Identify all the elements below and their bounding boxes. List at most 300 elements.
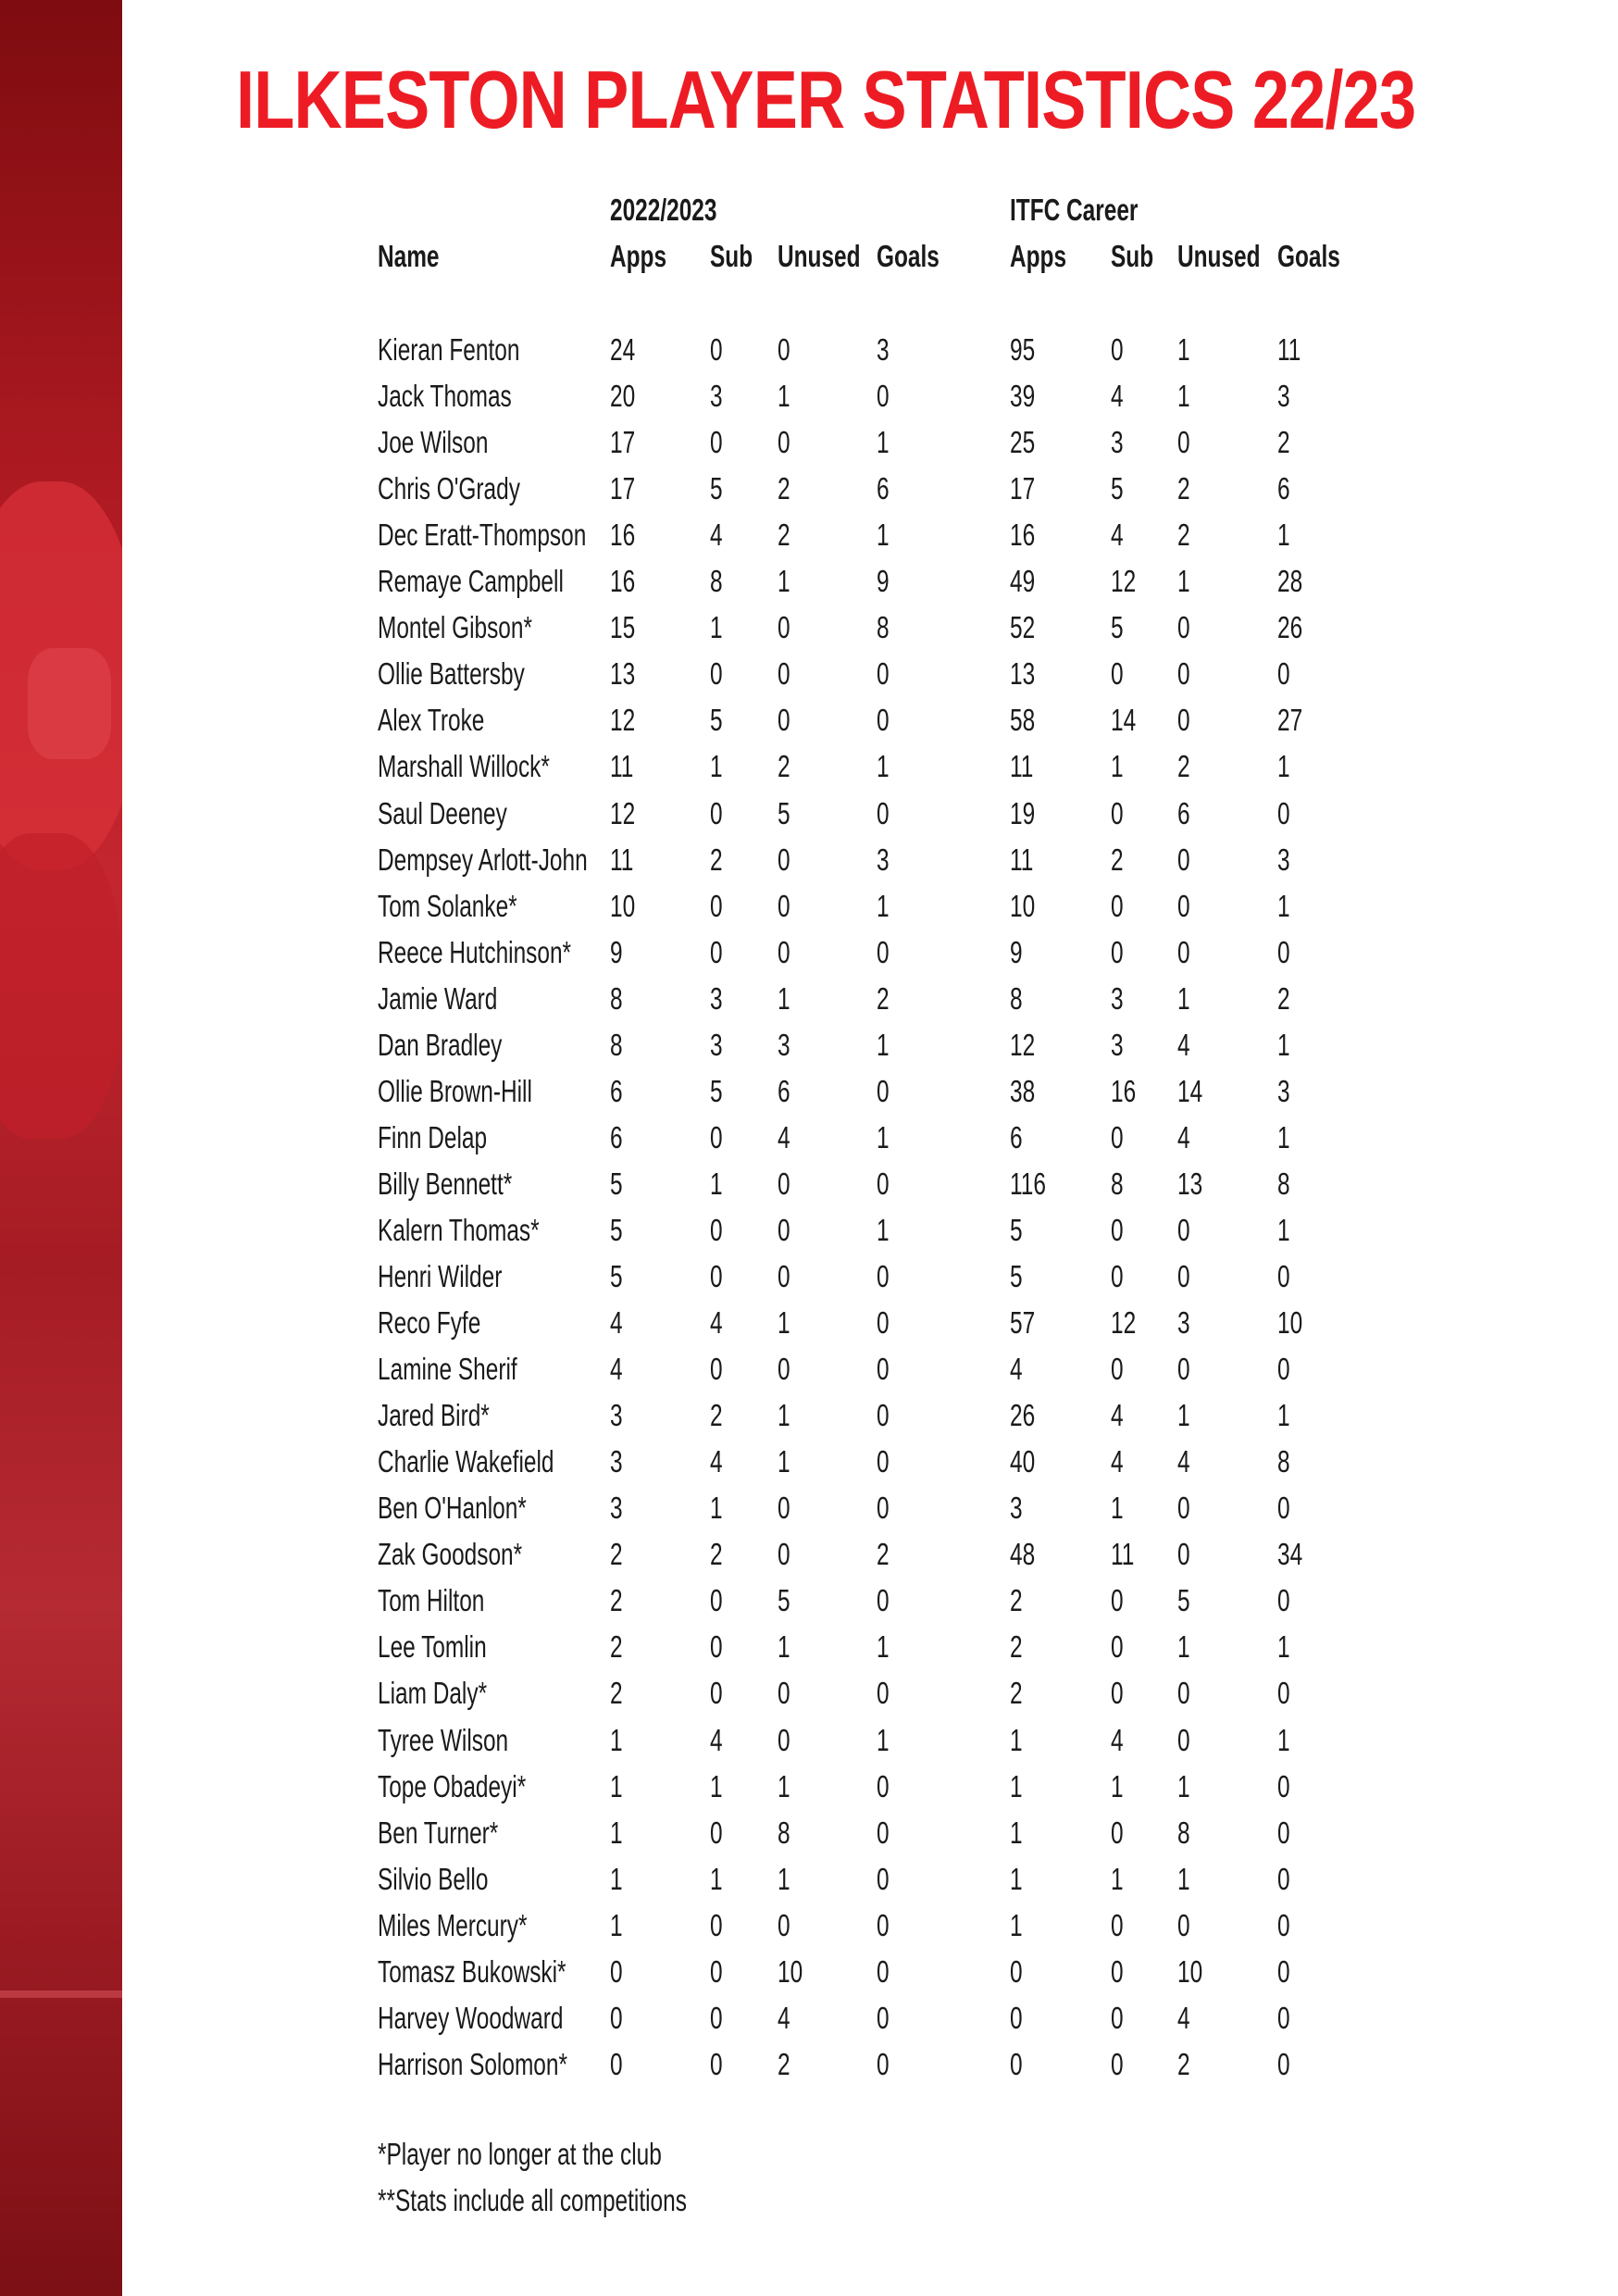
career-sub: 2 [1111, 842, 1124, 877]
career-sub: 11 [1111, 1537, 1135, 1571]
season-unused: 2 [778, 749, 790, 783]
footnote-all-competitions: **Stats include all competitions [378, 2183, 687, 2217]
season-goals: 0 [877, 703, 890, 737]
career-sub: 0 [1111, 1816, 1124, 1850]
season-goals: 1 [877, 518, 890, 552]
career-unused: 0 [1177, 1723, 1190, 1757]
season-goals: 0 [877, 1444, 890, 1479]
season-unused: 2 [778, 518, 790, 552]
career-sub: 12 [1111, 1305, 1137, 1340]
player-name: Ben Turner* [378, 1816, 499, 1850]
career-sub: 16 [1111, 1074, 1137, 1108]
career-sub: 0 [1111, 2001, 1124, 2035]
footnote-former-players: *Player no longer at the club [378, 2137, 662, 2171]
season-sub: 5 [710, 471, 723, 505]
career-unused: 1 [1177, 379, 1190, 413]
season-goals: 1 [877, 425, 890, 459]
career-unused: 0 [1177, 1676, 1190, 1710]
career-goals: 1 [1277, 1120, 1290, 1154]
season-unused: 10 [778, 1954, 803, 1989]
career-sub: 4 [1111, 518, 1124, 552]
season-unused: 0 [778, 1676, 790, 1710]
season-goals: 0 [877, 379, 890, 413]
career-goals: 2 [1277, 425, 1290, 459]
career-sub: 0 [1111, 1629, 1124, 1664]
season-apps: 4 [610, 1352, 623, 1386]
season-goals: 0 [877, 2047, 890, 2081]
season-apps: 3 [610, 1491, 623, 1525]
career-unused: 1 [1177, 332, 1190, 367]
season-apps: 1 [610, 1723, 623, 1757]
career-sub: 0 [1111, 1259, 1124, 1293]
season-goals: 0 [877, 796, 890, 830]
career-goals: 0 [1277, 656, 1290, 691]
career-goals: 1 [1277, 1028, 1290, 1062]
season-sub: 5 [710, 1074, 723, 1108]
season-unused: 1 [778, 379, 790, 413]
career-apps: 5 [1010, 1259, 1023, 1293]
season-unused: 1 [778, 1769, 790, 1803]
page-title: ILKESTON PLAYER STATISTICS 22/23 [236, 54, 1416, 145]
season-goals: 0 [877, 1398, 890, 1432]
career-goals: 0 [1277, 1908, 1290, 1942]
player-name: Tom Hilton [378, 1583, 485, 1617]
season-sub: 0 [710, 1908, 723, 1942]
career-goals: 3 [1277, 842, 1290, 877]
career-unused: 2 [1177, 749, 1190, 783]
season-apps: 5 [610, 1259, 623, 1293]
season-goals: 2 [877, 981, 890, 1016]
career-apps: 26 [1010, 1398, 1036, 1432]
career-goals: 3 [1277, 379, 1290, 413]
season-apps: 3 [610, 1444, 623, 1479]
career-unused: 0 [1177, 1908, 1190, 1942]
season-unused: 1 [778, 1444, 790, 1479]
season-unused: 8 [778, 1816, 790, 1850]
career-goals: 1 [1277, 749, 1290, 783]
season-apps: 2 [610, 1629, 623, 1664]
career-apps: 17 [1010, 471, 1036, 505]
col-career-sub-header: Sub [1111, 239, 1154, 273]
season-apps: 3 [610, 1398, 623, 1432]
season-unused: 1 [778, 1629, 790, 1664]
player-name: Tomasz Bukowski* [378, 1954, 566, 1989]
season-apps: 0 [610, 2001, 623, 2035]
season-sub: 3 [710, 981, 723, 1016]
career-goals: 1 [1277, 889, 1290, 923]
career-sub: 3 [1111, 1028, 1124, 1062]
col-career-goals-header: Goals [1277, 239, 1340, 273]
season-apps: 1 [610, 1816, 623, 1850]
season-apps: 0 [610, 1954, 623, 1989]
career-unused: 0 [1177, 703, 1190, 737]
season-goals: 0 [877, 1074, 890, 1108]
career-group-label: ITFC Career [1010, 193, 1139, 227]
season-apps: 2 [610, 1676, 623, 1710]
season-goals: 1 [877, 1723, 890, 1757]
season-apps: 11 [610, 749, 634, 783]
career-unused: 0 [1177, 1537, 1190, 1571]
season-unused: 0 [778, 425, 790, 459]
season-unused: 2 [778, 471, 790, 505]
career-unused: 2 [1177, 2047, 1190, 2081]
season-sub: 0 [710, 889, 723, 923]
career-sub: 0 [1111, 1213, 1124, 1247]
career-apps: 0 [1010, 2001, 1023, 2035]
season-group-label: 2022/2023 [610, 193, 717, 227]
career-unused: 10 [1177, 1954, 1203, 1989]
career-sub: 1 [1111, 749, 1124, 783]
season-apps: 8 [610, 1028, 623, 1062]
season-apps: 0 [610, 2047, 623, 2081]
career-sub: 5 [1111, 610, 1124, 644]
season-goals: 0 [877, 935, 890, 969]
career-unused: 0 [1177, 425, 1190, 459]
career-apps: 6 [1010, 1120, 1023, 1154]
player-name: Dan Bradley [378, 1028, 503, 1062]
player-name: Lamine Sherif [378, 1352, 517, 1386]
season-apps: 20 [610, 379, 636, 413]
col-season-sub-header: Sub [710, 239, 753, 273]
season-goals: 0 [877, 1954, 890, 1989]
season-unused: 4 [778, 2001, 790, 2035]
career-sub: 0 [1111, 796, 1124, 830]
career-apps: 16 [1010, 518, 1036, 552]
career-sub: 4 [1111, 1723, 1124, 1757]
career-apps: 1 [1010, 1862, 1023, 1896]
career-goals: 0 [1277, 1816, 1290, 1850]
season-sub: 4 [710, 1305, 723, 1340]
career-apps: 2 [1010, 1629, 1023, 1664]
career-sub: 1 [1111, 1862, 1124, 1896]
career-unused: 0 [1177, 842, 1190, 877]
col-season-goals-header: Goals [877, 239, 940, 273]
season-apps: 6 [610, 1120, 623, 1154]
career-goals: 0 [1277, 1491, 1290, 1525]
player-name: Dec Eratt-Thompson [378, 518, 587, 552]
col-name-header: Name [378, 239, 440, 273]
career-unused: 0 [1177, 610, 1190, 644]
season-unused: 0 [778, 1167, 790, 1201]
season-goals: 0 [877, 1676, 890, 1710]
player-name: Kalern Thomas* [378, 1213, 540, 1247]
career-goals: 26 [1277, 610, 1303, 644]
career-apps: 11 [1010, 842, 1034, 877]
player-name: Ollie Battersby [378, 656, 525, 691]
career-sub: 12 [1111, 564, 1137, 598]
career-goals: 0 [1277, 1676, 1290, 1710]
season-goals: 8 [877, 610, 890, 644]
season-unused: 0 [778, 1352, 790, 1386]
season-goals: 0 [877, 1583, 890, 1617]
career-sub: 0 [1111, 1120, 1124, 1154]
career-goals: 28 [1277, 564, 1303, 598]
season-sub: 3 [710, 1028, 723, 1062]
career-apps: 1 [1010, 1908, 1023, 1942]
player-name: Jared Bird* [378, 1398, 490, 1432]
career-goals: 0 [1277, 2047, 1290, 2081]
career-apps: 1 [1010, 1769, 1023, 1803]
season-sub: 0 [710, 796, 723, 830]
season-sub: 0 [710, 1259, 723, 1293]
season-unused: 1 [778, 1862, 790, 1896]
season-unused: 0 [778, 1259, 790, 1293]
career-apps: 0 [1010, 2047, 1023, 2081]
season-goals: 3 [877, 842, 890, 877]
career-goals: 0 [1277, 1352, 1290, 1386]
career-apps: 19 [1010, 796, 1036, 830]
season-goals: 0 [877, 1862, 890, 1896]
season-goals: 9 [877, 564, 890, 598]
career-sub: 14 [1111, 703, 1137, 737]
season-sub: 0 [710, 1676, 723, 1710]
career-apps: 116 [1010, 1167, 1046, 1201]
season-goals: 1 [877, 1629, 890, 1664]
career-unused: 4 [1177, 1444, 1190, 1479]
season-unused: 0 [778, 842, 790, 877]
player-name: Finn Delap [378, 1120, 488, 1154]
player-name: Reece Hutchinson* [378, 935, 572, 969]
career-sub: 0 [1111, 889, 1124, 923]
career-sub: 4 [1111, 1444, 1124, 1479]
player-name: Dempsey Arlott-John [378, 842, 588, 877]
season-unused: 3 [778, 1028, 790, 1062]
career-unused: 14 [1177, 1074, 1203, 1108]
career-apps: 48 [1010, 1537, 1036, 1571]
career-unused: 0 [1177, 1352, 1190, 1386]
season-sub: 4 [710, 1723, 723, 1757]
career-goals: 0 [1277, 1954, 1290, 1989]
player-name: Jack Thomas [378, 379, 512, 413]
player-name: Ollie Brown-Hill [378, 1074, 532, 1108]
season-unused: 0 [778, 1723, 790, 1757]
season-sub: 0 [710, 1213, 723, 1247]
career-goals: 0 [1277, 1259, 1290, 1293]
season-apps: 16 [610, 518, 636, 552]
season-unused: 0 [778, 1213, 790, 1247]
career-sub: 4 [1111, 379, 1124, 413]
career-unused: 0 [1177, 1491, 1190, 1525]
player-name: Montel Gibson* [378, 610, 532, 644]
season-goals: 0 [877, 1816, 890, 1850]
career-unused: 0 [1177, 656, 1190, 691]
season-goals: 1 [877, 1028, 890, 1062]
career-apps: 38 [1010, 1074, 1036, 1108]
season-goals: 0 [877, 656, 890, 691]
career-goals: 1 [1277, 1629, 1290, 1664]
season-apps: 1 [610, 1862, 623, 1896]
season-goals: 6 [877, 471, 890, 505]
career-apps: 58 [1010, 703, 1036, 737]
career-goals: 1 [1277, 1723, 1290, 1757]
season-apps: 13 [610, 656, 636, 691]
career-sub: 0 [1111, 935, 1124, 969]
player-name: Harvey Woodward [378, 2001, 564, 2035]
player-name: Alex Troke [378, 703, 485, 737]
season-goals: 0 [877, 2001, 890, 2035]
career-apps: 2 [1010, 1583, 1023, 1617]
career-goals: 34 [1277, 1537, 1303, 1571]
player-name: Marshall Willock* [378, 749, 550, 783]
player-name: Charlie Wakefield [378, 1444, 554, 1479]
player-name: Harrison Solomon* [378, 2047, 567, 2081]
season-goals: 1 [877, 749, 890, 783]
season-unused: 4 [778, 1120, 790, 1154]
season-goals: 0 [877, 1908, 890, 1942]
player-name: Tom Solanke* [378, 889, 517, 923]
season-goals: 3 [877, 332, 890, 367]
player-name: Chris O'Grady [378, 471, 520, 505]
side-photo-strip [0, 0, 122, 2296]
season-apps: 2 [610, 1537, 623, 1571]
season-apps: 17 [610, 471, 636, 505]
career-unused: 0 [1177, 935, 1190, 969]
season-goals: 0 [877, 1491, 890, 1525]
career-goals: 10 [1277, 1305, 1303, 1340]
season-unused: 1 [778, 564, 790, 598]
season-unused: 0 [778, 332, 790, 367]
career-apps: 3 [1010, 1491, 1023, 1525]
career-unused: 2 [1177, 471, 1190, 505]
career-unused: 5 [1177, 1583, 1190, 1617]
career-apps: 95 [1010, 332, 1036, 367]
season-unused: 0 [778, 656, 790, 691]
season-apps: 4 [610, 1305, 623, 1340]
career-unused: 4 [1177, 2001, 1190, 2035]
career-apps: 1 [1010, 1723, 1023, 1757]
career-unused: 0 [1177, 1213, 1190, 1247]
career-sub: 5 [1111, 471, 1124, 505]
season-sub: 4 [710, 518, 723, 552]
career-apps: 4 [1010, 1352, 1023, 1386]
season-unused: 0 [778, 1491, 790, 1525]
season-unused: 0 [778, 703, 790, 737]
season-sub: 0 [710, 1352, 723, 1386]
season-unused: 1 [778, 981, 790, 1016]
season-apps: 17 [610, 425, 636, 459]
career-sub: 3 [1111, 981, 1124, 1016]
career-sub: 8 [1111, 1167, 1124, 1201]
season-unused: 0 [778, 1537, 790, 1571]
career-unused: 6 [1177, 796, 1190, 830]
player-name: Tyree Wilson [378, 1723, 509, 1757]
career-goals: 0 [1277, 935, 1290, 969]
career-apps: 57 [1010, 1305, 1036, 1340]
season-apps: 9 [610, 935, 623, 969]
player-name: Lee Tomlin [378, 1629, 487, 1664]
season-unused: 5 [778, 1583, 790, 1617]
season-goals: 1 [877, 1213, 890, 1247]
career-sub: 0 [1111, 1583, 1124, 1617]
career-goals: 1 [1277, 1398, 1290, 1432]
season-apps: 5 [610, 1213, 623, 1247]
player-name: Jamie Ward [378, 981, 498, 1016]
season-goals: 0 [877, 1352, 890, 1386]
career-unused: 1 [1177, 1769, 1190, 1803]
season-apps: 1 [610, 1769, 623, 1803]
season-goals: 0 [877, 1769, 890, 1803]
season-sub: 3 [710, 379, 723, 413]
season-sub: 1 [710, 1491, 723, 1525]
season-sub: 1 [710, 749, 723, 783]
player-name: Saul Deeney [378, 796, 507, 830]
career-sub: 3 [1111, 425, 1124, 459]
career-goals: 2 [1277, 981, 1290, 1016]
season-apps: 15 [610, 610, 636, 644]
career-unused: 1 [1177, 981, 1190, 1016]
season-sub: 0 [710, 1816, 723, 1850]
season-goals: 0 [877, 1259, 890, 1293]
col-career-unused-header: Unused [1177, 239, 1261, 273]
career-sub: 1 [1111, 1491, 1124, 1525]
player-name: Reco Fyfe [378, 1305, 481, 1340]
career-apps: 13 [1010, 656, 1036, 691]
season-apps: 12 [610, 796, 636, 830]
career-unused: 1 [1177, 1629, 1190, 1664]
career-sub: 0 [1111, 1352, 1124, 1386]
season-apps: 24 [610, 332, 636, 367]
season-sub: 1 [710, 1167, 723, 1201]
career-sub: 0 [1111, 656, 1124, 691]
player-name: Billy Bennett* [378, 1167, 513, 1201]
season-apps: 1 [610, 1908, 623, 1942]
season-unused: 0 [778, 610, 790, 644]
career-sub: 0 [1111, 1676, 1124, 1710]
player-name: Zak Goodson* [378, 1537, 523, 1571]
season-unused: 1 [778, 1305, 790, 1340]
season-sub: 2 [710, 842, 723, 877]
career-goals: 0 [1277, 1862, 1290, 1896]
career-apps: 10 [1010, 889, 1036, 923]
career-unused: 1 [1177, 1398, 1190, 1432]
career-apps: 49 [1010, 564, 1036, 598]
career-apps: 9 [1010, 935, 1023, 969]
career-sub: 0 [1111, 1908, 1124, 1942]
season-sub: 0 [710, 656, 723, 691]
player-name: Miles Mercury* [378, 1908, 528, 1942]
season-apps: 11 [610, 842, 634, 877]
season-sub: 2 [710, 1537, 723, 1571]
season-goals: 1 [877, 1120, 890, 1154]
career-goals: 8 [1277, 1167, 1290, 1201]
player-name: Kieran Fenton [378, 332, 520, 367]
season-apps: 12 [610, 703, 636, 737]
career-apps: 5 [1010, 1213, 1023, 1247]
player-name: Tope Obadeyi* [378, 1769, 527, 1803]
career-goals: 0 [1277, 796, 1290, 830]
player-name: Remaye Campbell [378, 564, 564, 598]
career-unused: 13 [1177, 1167, 1203, 1201]
season-sub: 0 [710, 1954, 723, 1989]
season-apps: 8 [610, 981, 623, 1016]
career-apps: 39 [1010, 379, 1036, 413]
season-unused: 6 [778, 1074, 790, 1108]
career-unused: 8 [1177, 1816, 1190, 1850]
player-name: Ben O'Hanlon* [378, 1491, 527, 1525]
career-goals: 11 [1277, 332, 1301, 367]
col-career-apps-header: Apps [1010, 239, 1067, 273]
season-unused: 0 [778, 889, 790, 923]
col-season-unused-header: Unused [778, 239, 861, 273]
season-sub: 0 [710, 2047, 723, 2081]
career-apps: 52 [1010, 610, 1036, 644]
career-apps: 40 [1010, 1444, 1036, 1479]
season-goals: 2 [877, 1537, 890, 1571]
season-sub: 1 [710, 1769, 723, 1803]
season-apps: 16 [610, 564, 636, 598]
career-sub: 0 [1111, 332, 1124, 367]
season-unused: 1 [778, 1398, 790, 1432]
